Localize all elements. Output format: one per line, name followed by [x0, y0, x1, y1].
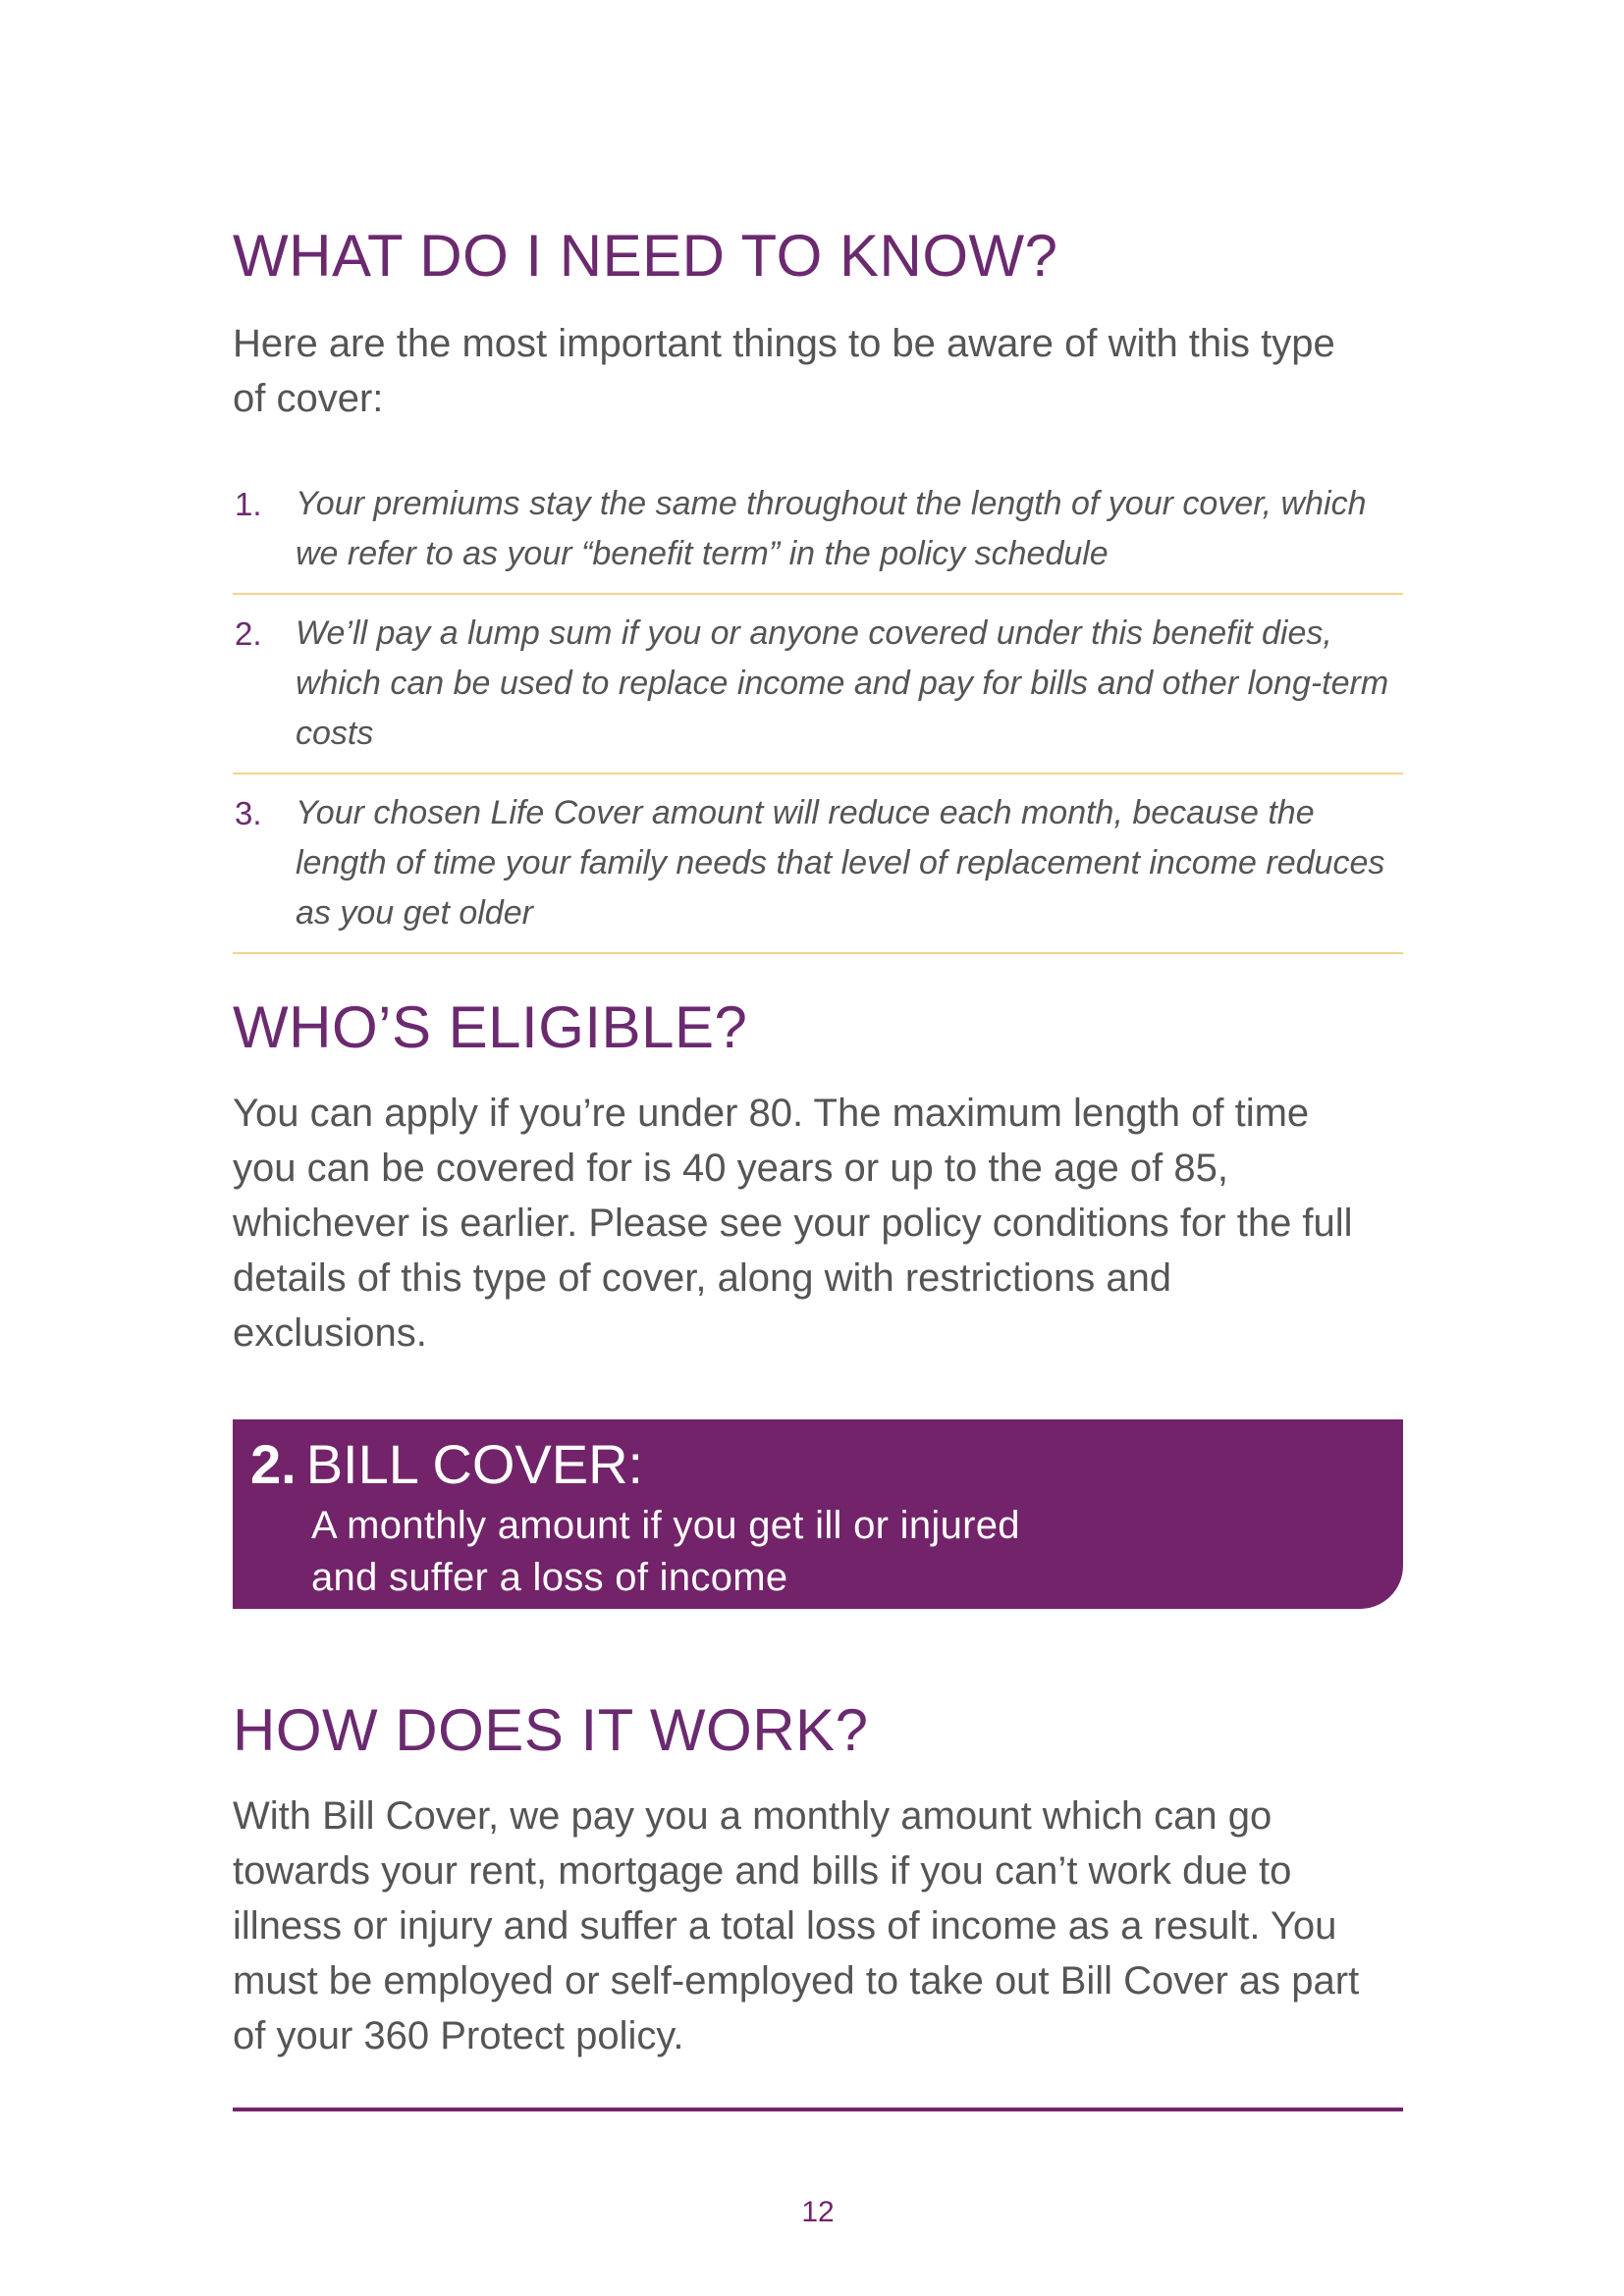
- footer-divider: [233, 2108, 1403, 2111]
- list-item-text: Your premiums stay the same throughout the length of your cover, which we refer to as your “benefit term” in the policy schedule: [296, 485, 1367, 572]
- list-item-text: Your chosen Life Cover amount will reduce each month, because the length of time your family needs that level of replacement income reduces as you get older: [296, 794, 1385, 932]
- need-to-know-intro: Here are the most important things to be aware of with this type of cover:: [233, 322, 1335, 420]
- list-item: [233, 774, 1403, 954]
- list-item-number: 1.: [235, 486, 262, 522]
- heading-how-does-it-work: HOW DOES IT WORK?: [233, 1697, 869, 1763]
- banner-subtitle-line: and suffer a loss of income: [311, 1556, 788, 1599]
- page-number: 12: [801, 2196, 835, 2228]
- banner-subtitle: [250, 1500, 1403, 1604]
- banner-subtitle-line: A monthly amount if you get ill or injured: [311, 1504, 1020, 1547]
- heading-what-do-i-need-to-know: WHAT DO I NEED TO KNOW?: [233, 223, 1058, 289]
- heading-whos-eligible: WHO’S ELIGIBLE?: [233, 994, 748, 1060]
- list-item-text: We’ll pay a lump sum if you or anyone covered under this benefit dies, which can be used to replace income and pay for bills and other long-term costs: [296, 614, 1389, 752]
- how-it-works-body: With Bill Cover, we pay you a monthly amount which can go towards your rent, mortgage and bills if you can’t work due to illness or injury and suffer a total loss of income as a result. You must be employed or self-employed to take out Bill Cover as part of your 360 Protect policy.: [233, 1794, 1360, 2057]
- list-item-number: 3.: [235, 795, 262, 831]
- banner-title: [250, 1429, 1403, 1500]
- list-item: [233, 595, 1403, 774]
- bill-cover-banner: [233, 1419, 1403, 1609]
- list-item-number: 2.: [235, 615, 262, 652]
- banner-title-text: BILL COVER:: [305, 1433, 644, 1495]
- list-item: [233, 467, 1403, 595]
- banner-number: 2.: [250, 1433, 297, 1495]
- key-points-list: [233, 467, 1403, 954]
- eligibility-body: You can apply if you’re under 80. The maximum length of time you can be covered for is 40 years or up to the age of 85, whichever is earlier. Please see your policy conditions for the full details of this type of cover, along with restrictions and exclusions.: [233, 1092, 1353, 1355]
